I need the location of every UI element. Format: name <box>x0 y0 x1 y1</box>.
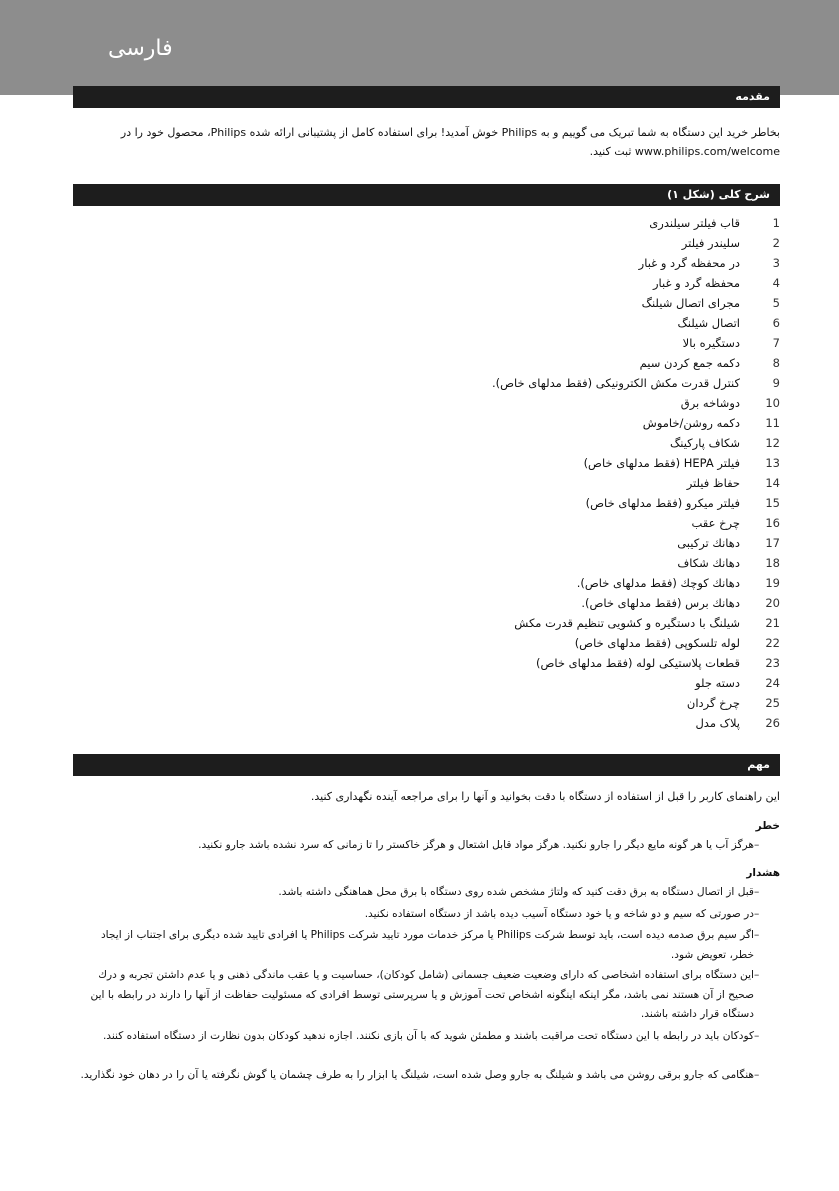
overview-item <box>677 553 780 573</box>
bullet-text: در صورتی که سیم و دو شاخه و یا خود دستگاه آسیب دیده باشد از دستگاه استفاده نکنید. <box>364 908 754 920</box>
dash-marker: – <box>754 1069 760 1081</box>
dash-marker: – <box>754 1030 760 1042</box>
dash-marker: – <box>754 929 760 941</box>
item-number: 6 <box>772 316 780 330</box>
item-label: دکمه روشن/خاموش <box>642 416 740 430</box>
overview-item <box>691 513 780 533</box>
overview-item <box>514 613 780 633</box>
item-label: محفظه گرد و غبار <box>652 276 740 290</box>
item-number: 11 <box>765 416 780 430</box>
item-label: کنترل قدرت مکش الکترونیکی (فقط مدلهای خاص). <box>491 376 740 390</box>
overview-item <box>577 573 780 593</box>
dash-marker: – <box>754 839 760 851</box>
item-number: 19 <box>765 576 780 590</box>
item-number: 25 <box>765 696 780 710</box>
overview-item <box>639 253 780 273</box>
item-number: 13 <box>765 456 780 470</box>
item-number: 22 <box>765 636 780 650</box>
bullet-item <box>80 905 780 925</box>
overview-item <box>695 713 780 733</box>
item-label: دهانك کوچك (فقط مدلهای خاص). <box>576 576 740 590</box>
item-number: 1 <box>772 216 780 230</box>
bullet-item <box>80 926 780 965</box>
bullet-text: این دستگاه برای استفاده اشخاصی که دارای وضعیت ضعیف جسمانی (شامل کودکان)، حساسیت و یا عقب ماندگی ذهنی و یا عدم داشتن تجربه و درك صحیح از آن هستند نمی باشد، مگر اینکه اینگونه اشخاص تحت آموزش و یا سرپرستی توسط افرادی که مسئولیت حفاظت از آنها را دارند در رابطه با این دستگاه قرار داشته باشند. <box>90 969 754 1020</box>
item-number: 24 <box>765 676 780 690</box>
item-number: 9 <box>772 376 780 390</box>
bullet-item <box>80 1027 780 1047</box>
item-label: دهانك شكاف <box>677 556 740 570</box>
overview-item <box>649 213 780 233</box>
bullet-item <box>80 883 780 903</box>
item-label: شیلنگ با دستگیره و كشویی تنظیم قدرت مكش <box>514 616 740 630</box>
item-number: 16 <box>765 516 780 530</box>
item-number: 21 <box>765 616 780 630</box>
item-number: 14 <box>765 476 780 490</box>
item-number: 12 <box>765 436 780 450</box>
dash-marker: – <box>754 969 760 981</box>
item-label: چرخ گردان <box>686 696 740 710</box>
overview-item <box>687 473 780 493</box>
overview-item <box>677 533 780 553</box>
bullet-text: هرگز آب یا هر گونه مایع دیگر را جارو نکنید. هرگز مواد قابل اشتعال و هرگز خاکستر را تا زمانی که سرد نشده باشد جارو نکنید. <box>198 839 754 851</box>
item-number: 17 <box>765 536 780 550</box>
intro-paragraph: بخاطر خرید این دستگاه به شما تبریک می گوییم و به Philips خوش آمدید! برای استفاده کامل از پشتیبانی ارائه شده Philips، محصول خود را در www.philips.com/welcome ثبت کنید. <box>120 126 780 158</box>
dash-marker: – <box>754 886 760 898</box>
item-label: لوله تلسکوپی (فقط مدلهای خاص) <box>574 636 740 650</box>
item-number: 5 <box>772 296 780 310</box>
item-label: شکاف پارکینگ <box>669 436 740 450</box>
item-number: 4 <box>772 276 780 290</box>
item-number: 3 <box>772 256 780 270</box>
item-label: دسته جلو <box>695 676 740 690</box>
dash-marker: – <box>754 908 760 920</box>
item-label: در محفظه گرد و غبار <box>638 256 740 270</box>
danger-heading: خطر <box>755 820 780 832</box>
section-heading-intro: مقدمه <box>73 86 780 108</box>
header-bar <box>0 0 839 95</box>
overview-item <box>575 633 780 653</box>
bullet-text: هنگامی که جارو برقی روشن می باشد و شیلنگ به جارو وصل شده است، شیلنگ یا ابزار را به طرف چشمان یا گوش نگرفته یا آن را در دهان خود نگذارید. <box>80 1069 754 1081</box>
overview-item <box>670 433 780 453</box>
item-label: دوشاخه برق <box>680 396 740 410</box>
item-label: دکمه جمع کردن سیم <box>639 356 740 370</box>
item-label: دهانك برس (فقط مدلهای خاص). <box>581 596 740 610</box>
overview-item <box>687 693 780 713</box>
bullet-item <box>80 836 780 856</box>
item-number: 26 <box>765 716 780 730</box>
item-label: فیلتر میکرو (فقط مدلهای خاص) <box>585 496 740 510</box>
item-label: پلاک مدل <box>695 716 740 730</box>
overview-item <box>586 493 780 513</box>
warning-heading: هشدار <box>746 867 780 879</box>
item-label: سلیندر فیلتر <box>681 236 740 250</box>
overview-item <box>683 333 780 353</box>
item-label: مجرای اتصال شیلنگ <box>641 296 740 310</box>
overview-item <box>681 393 780 413</box>
item-number: 8 <box>772 356 780 370</box>
item-label: قاب فیلتر سیلندری <box>649 216 740 230</box>
overview-item <box>695 673 780 693</box>
bullet-text: کودکان باید در رابطه با این دستگاه تحت مراقبت باشند و مطمئن شوید که با آن بازی نکنند. اجازه ندهید کودکان بدون نظارت از دستگاه استفاده کنند. <box>102 1030 754 1042</box>
item-number: 23 <box>765 656 780 670</box>
overview-item <box>492 373 780 393</box>
item-label: حفاظ فیلتر <box>686 476 740 490</box>
overview-item <box>653 273 780 293</box>
item-number: 10 <box>765 396 780 410</box>
section-heading-overview: شرح کلی (شکل ۱) <box>73 184 780 206</box>
overview-item <box>536 653 780 673</box>
item-number: 15 <box>765 496 780 510</box>
item-label: اتصال شیلنگ <box>677 316 740 330</box>
overview-item <box>677 313 780 333</box>
section-heading-important: مهم <box>73 754 780 776</box>
important-intro: این راهنمای کاربر را قبل از استفاده از دستگاه با دقت بخوانید و آنها را برای مراجعه آینده نگهداری کنید. <box>310 790 780 803</box>
bullet-item <box>80 1066 780 1086</box>
bullet-item <box>80 966 780 1025</box>
item-number: 7 <box>772 336 780 350</box>
item-label: دهانك تركیبی <box>677 536 740 550</box>
overview-item <box>642 293 780 313</box>
item-label: دستگیره بالا <box>682 336 740 350</box>
overview-item <box>584 453 780 473</box>
bullet-text: اگر سیم برق صدمه دیده است، باید توسط شرکت Philips یا مرکز خدمات مورد تایید شرکت Philips یا افرادی تایید شده دیگری برای اجتناب از ایجاد خطر، تعویض شود. <box>100 929 754 961</box>
overview-item <box>682 233 780 253</box>
item-label: قطعات پلاستیکی لوله (فقط مدلهای خاص) <box>535 656 740 670</box>
item-number: 20 <box>765 596 780 610</box>
bullet-text: قبل از اتصال دستگاه به برق دقت کنید که ولتاژ مشخص شده روی دستگاه با برق محل هماهنگی داشته باشد. <box>278 886 754 898</box>
item-number: 2 <box>772 236 780 250</box>
item-label: فیلتر HEPA (فقط مدلهای خاص) <box>583 456 740 470</box>
overview-item <box>640 353 780 373</box>
language-title: فارسی <box>108 36 173 61</box>
overview-item <box>581 593 780 613</box>
item-label: چرخ عقب <box>691 516 740 530</box>
item-number: 18 <box>765 556 780 570</box>
overview-item <box>643 413 780 433</box>
